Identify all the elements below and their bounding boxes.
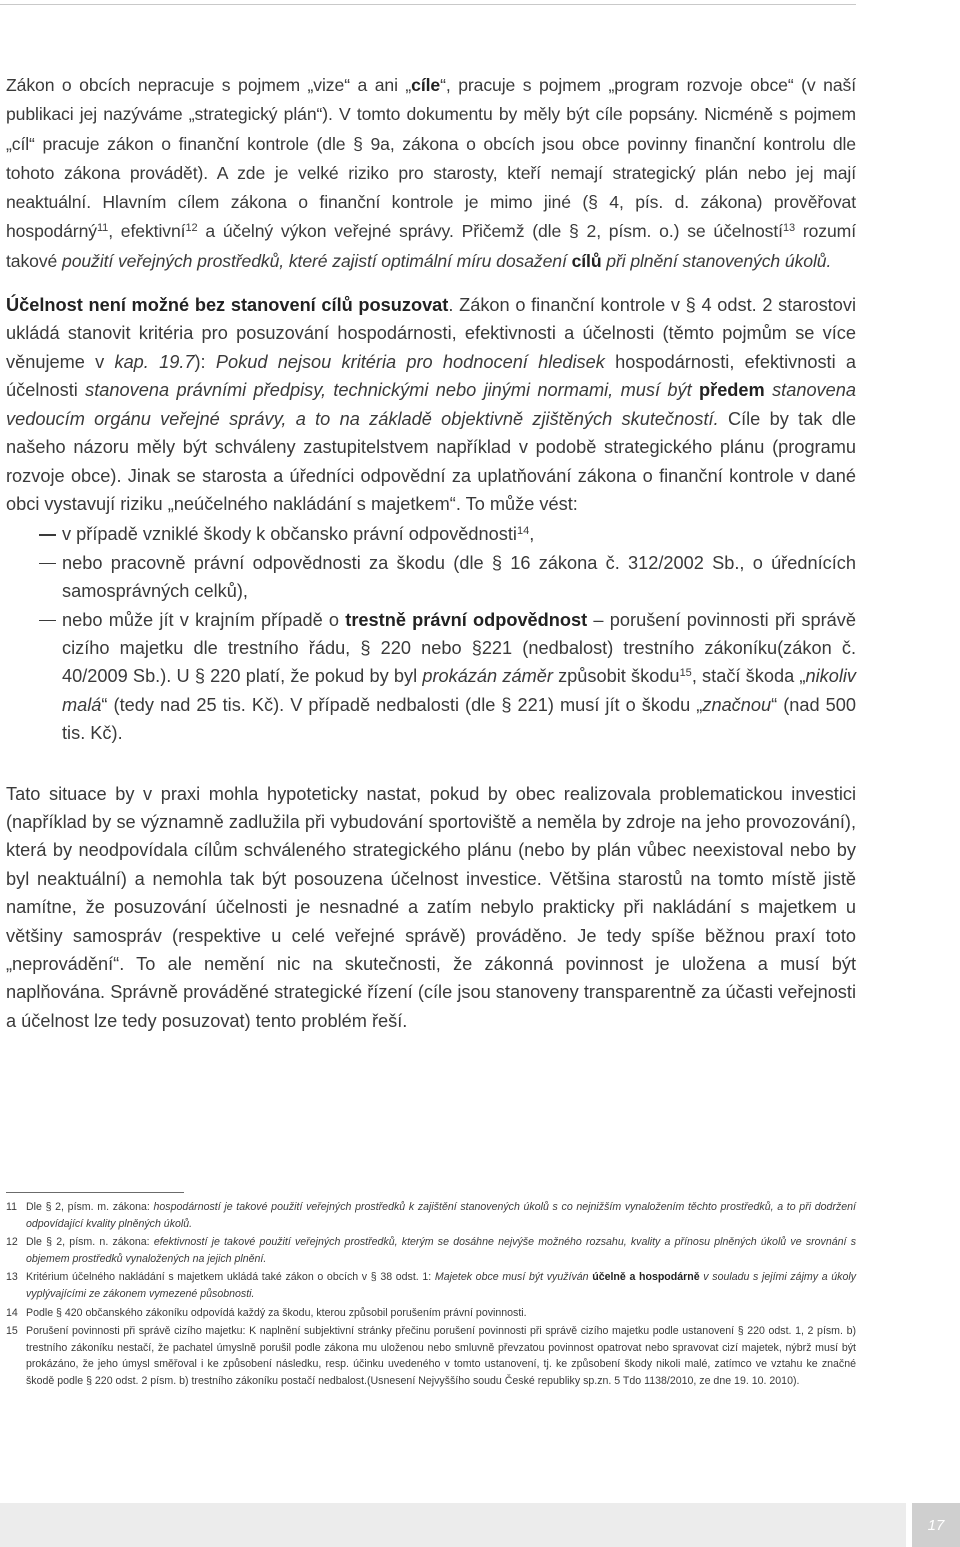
emphasis-italic: stanovena vedoucím orgánu veřejné správy, a to na základě objektivně zjištěných skutečností. [6, 380, 857, 429]
emphasis-bold: cílů [571, 250, 602, 271]
emphasis-italic: Majetek obce musí být využíván [434, 1271, 593, 1284]
footnotes [6, 1199, 856, 1392]
footnote [6, 1234, 856, 1267]
text-run: nebo pracovně právní odpovědnosti za škodu (dle § 16 zákona č. 312/2002 Sb., o úřednících samosprávných celků), [62, 552, 856, 602]
text-run: rozumí takové [6, 221, 856, 271]
emphasis-italic: použití veřejných prostředků, které zajistí optimální míru dosažení [62, 250, 572, 271]
footnote [6, 1199, 856, 1232]
emphasis-italic: stanovena právními předpisy, technickými nebo jinými normami, musí být [85, 380, 699, 401]
text-run: “, pracuje s pojmem „program rozvoje obce“ (v naší publikaci jej nazýváme „strategický plán“). V tomto dokumentu by měly být cíle popsány. Nicméně s pojmem „cíl“ pracuje zákon o finanční kontrole (dle § 9a, zákona o obcích jsou obce povinny finanční kontrolu dle tohoto zákona provádět). A zde je velké riziko pro starosty, kteří nemají strategický plán nebo jej mají neaktuální. Hlavním cílem zákona o finanční kontrole je mimo jiné (§ 4, pís. d. zákona) prověřovat hospodárný [6, 75, 856, 242]
emphasis-bold: cíle [411, 75, 441, 95]
footnote-ref: 14 [516, 525, 530, 538]
emphasis-bold: Účelnost není možné bez stanovení cílů posuzovat [6, 295, 449, 316]
text-run: , efektivní [108, 221, 186, 242]
emphasis-bold: účelně a hospodárně [592, 1271, 700, 1284]
paragraph-effectiveness [6, 291, 856, 518]
footnote-separator [6, 1192, 184, 1193]
footnote-number: 11 [6, 1201, 17, 1213]
text-run: v případě vzniklé škody k občansko právní odpovědnosti [62, 524, 517, 545]
footnote-text [26, 1236, 856, 1265]
emphasis-bold: předem [699, 380, 765, 401]
emphasis-italic: efektivností je takové použití veřejných prostředků, kterým se dosáhne nejvýše možného rozsahu, kvality a přínosu plněných úkolů ve srovnání s objemem prostředků vynaložených na jejich plnění. [26, 1236, 856, 1265]
page-body [6, 71, 856, 1035]
text-run: Tato situace by v praxi mohla hypoteticky nastat, pokud by obec realizovala problematickou investici (například by se významně zadlužila při vybudování sportoviště a neměla by zdroje na jeho provozování), která by neodpovídala cílům schváleného strategického plánu (nebo by plán vůbec neexistoval nebo by byl neaktuální) a nemohla tak být posouzena účelnost investice. Většina starostů na tomto místě jistě namítne, že posuzování účelnosti je nesnadné a zatím nebylo prakticky při nakládání s majetkem u většiny samospráv (respektive u celé veřejné správě) prováděno. Je tedy spíše běžnou praxí toto „neprovádění“. To ale nemění nic na skutečnosti, že zákonná povinnost je uložena a musí být naplňována. Správně prováděné strategické řízení (cíle jsou stanoveny transparentně za účasti veřejnosti a účelnost lze tedy posuzovat) tento problém řeší. [6, 783, 856, 1031]
emphasis-italic: kap. 19.7 [114, 351, 195, 372]
emphasis-bold: trestně právní odpovědnost [345, 609, 588, 630]
text-run: “ (tedy nad 25 tis. Kč). V případě nedbalosti (dle § 221) musí jít o škodu „ [101, 694, 703, 715]
footnote-ref: 11 [96, 222, 109, 235]
text-run: nebo může jít v krajním případě o [62, 609, 346, 630]
footnote-ref: 13 [782, 222, 795, 235]
footnote-number: 12 [6, 1236, 18, 1249]
emphasis-italic: hospodárností je takové použití veřejných prostředků k zajištění stanovených úkolů s co nejnižším vynaložením těchto prostředků, a to při dodržení odpovídající kvality plněných úkolů. [26, 1201, 856, 1230]
emphasis-italic: při plnění stanovených úkolů. [601, 250, 832, 271]
text-run: hospodárnosti, efektivnosti a účelnosti [6, 351, 857, 401]
footnote-text [26, 1307, 527, 1319]
paragraph-situation [6, 780, 856, 1036]
footnote [6, 1269, 856, 1302]
text-run: . Zákon o finanční kontrole v § 4 odst. 2 starostovi ukládá stanovit kritéria pro posuzování hospodárnosti, efektivnosti a účelnosti (těmto pojmům se více věnujeme v [6, 295, 856, 372]
list-item [6, 606, 856, 748]
emphasis-italic: v souladu s jejími zájmy a úkoly vyplývajícími ze zákonem vymezené působnosti. [26, 1271, 857, 1300]
text-run: Dle § 2, písm. m. zákona: [26, 1201, 154, 1213]
text-run: Kritérium účelného nakládání s majetkem ukládá také zákon o obcích v § 38 odst. 1: [26, 1271, 435, 1284]
list-item [6, 549, 856, 606]
text-run: Zákon o obcích nepracuje s pojmem „vize“ a ani „ [6, 75, 412, 95]
text-run: Dle § 2, písm. n. zákona: [26, 1236, 154, 1249]
emphasis-italic: Pokud nejsou kritéria pro hodnocení hledisek [215, 351, 616, 372]
footnote-text [26, 1201, 856, 1230]
footnote-ref: 15 [679, 667, 692, 680]
footnote [6, 1323, 856, 1389]
footnote-text [26, 1325, 856, 1387]
footer-band [0, 1503, 906, 1547]
text-run: Podle § 420 občanského zákoníku odpovídá každý za škodu, kterou způsobil porušením právní povinnosti. [26, 1306, 527, 1319]
list-item [6, 520, 856, 548]
page-number: 17 [912, 1503, 960, 1547]
paragraph-intro [6, 71, 856, 276]
text-run: “ (nad 500 tis. Kč). [62, 694, 856, 744]
footnote [6, 1305, 856, 1322]
footnote-number: 15 [6, 1325, 18, 1338]
text-run: ): [194, 351, 216, 372]
text-run: Cíle by tak dle našeho názoru měly být schváleny zastupitelstvem například v podobě strategického plánu (programu rozvoje obce). Jinak se starosta a úředníci odpovědní za uplatňování zákona o finanční kontrole v dané obci vystavují riziku „neúčelného nakládání s majetkem“. To může vést: [6, 408, 856, 514]
emphasis-italic: značnou [702, 694, 772, 715]
text-run: Porušení povinnosti při správě cizího majetku: K naplnění subjektivní stránky přečinu porušení povinnosti při správě cizího majetku podle ustanovení § 220 odst. 1, 2 písm. b) trestního zákoníku nestačí, že pachatel úmyslně porušil podle zákona mu uloženou nebo smluvně převzatou povinnost opatrovat nebo spravovat cizí majetek, nýbrž musí být prokázáno, že jeho úmysl směřoval i ke způsobení následku, resp. účinku uvedeného v tomto ustanovení, tj. ke způsobení škody nikoli malé, zatímco ve vztahu ke značné škodě podle § 220 odst. 2 písm. b) trestního zákoníku postačí nedbalost.(Usnesení Nejvyššího soudu České republiky sp.zn. 5 Tdo 1138/2010, ze dne 19. 10. 2010). [26, 1325, 856, 1387]
footnote-number: 13 [6, 1271, 18, 1284]
top-rule [0, 4, 856, 5]
text-run: způsobit škodu [552, 666, 680, 687]
emphasis-italic: prokázán záměr [422, 666, 553, 687]
footnote-text [26, 1271, 856, 1300]
emphasis-italic: nikoliv malá [62, 666, 856, 715]
liability-list [6, 520, 856, 747]
text-run: , [529, 524, 535, 545]
footnote-ref: 12 [185, 222, 198, 235]
text-run: a účelný výkon veřejné správy. Přičemž (dle § 2, písm. o.) se účelností [197, 221, 783, 242]
text-run: , stačí škoda „ [691, 666, 806, 687]
footnote-number: 14 [6, 1306, 18, 1319]
text-run: – porušení povinnosti při správě cizího majetku dle trestního řádu, § 220 nebo §221 (nedbalost) trestního zákoníku(zákon č. 40/2009 Sb.). U § 220 platí, že pokud by byl [62, 609, 856, 687]
